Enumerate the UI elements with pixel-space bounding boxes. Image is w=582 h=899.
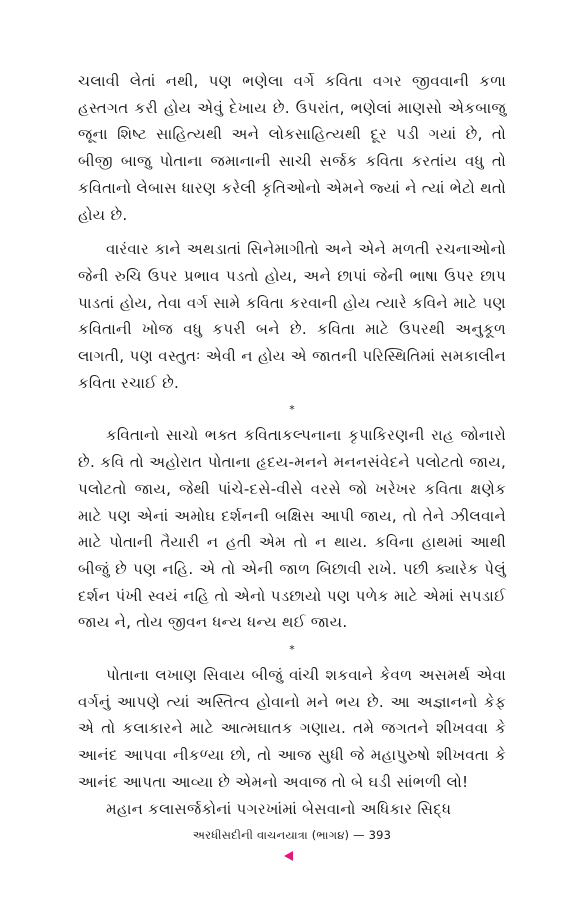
paragraph-1: ચલાવી લેતાં નથી, પણ ભણેલા વર્ગે કવિતા વગર જીવવાની કળા હસ્તગત કરી હોય એવું દેખાય છે. ઉપરાંત, ભણેલાં માણસો એકબાજુ જૂના શિષ્ટ સાહિત્યથી અને લોકસાહિત્યથી દૂર પડી ગયાં છે, તો બીજી બાજુ પોતાના જમાનાની સાચી સર્જક કવિતા કરતાંય વધુ તો કવિતાનો લેબાસ ધારણ કરેલી કૃતિઓનો એમને જ્યાં ને ત્યાં ભેટો થતો હોય છે. bbox=[78, 72, 506, 224]
section-separator-2: * bbox=[289, 643, 295, 657]
paragraph-5: મહાન કલાસર્જકોનાં પગરખાંમાં બેસવાનો અધિકાર સિદ્ધ bbox=[106, 799, 452, 818]
paragraph-4: પોતાના લખાણ સિવાય બીજું વાંચી શકવાને કેવળ અસમર્થ એવા વર્ગનું આપણે ત્યાં અસ્તિત્વ હોવાનો મને ભય છે. આ અજ્ઞાનનો કેફ એ તો કલાકારને માટે આત્મઘાતક ગણાય. તમે જગતને શીખવવા કે આનંદ આપવા નીકળ્યા છો, તો આજ સુધી જે મહાપુરુષો શીખવતા કે આનંદ આપતા આવ્યા છે એમનો અવાજ તો બે ઘડી સાંભળી લો! bbox=[78, 666, 506, 791]
paragraph-2: વારંવાર કાને અથડાતાં સિનેમાગીતો અને એને મળતી રચનાઓનો જેની રુચિ ઉપર પ્રભાવ પડતો હોય, અને છાપાં જેની ભાષા ઉપર છાપ પાડતાં હોય, તેવા વર્ગ સામે કવિતા કરવાની હોય ત્યારે કવિને માટે પણ કવિતાની ખોજ વધુ કપરી બને છે. કવિતા માટે ઉપરથી અનુકૂળ લાગતી, પણ વસ્તુતઃ એવી ન હોય એ જાતની પરિસ્થિતિમાં સમકાલીન કવિતા રચાઈ છે. bbox=[78, 240, 506, 392]
page-body bbox=[78, 68, 506, 822]
page-footer: અરધીસદીની વાચનયાત્રા (ભાગ૪) — 393 bbox=[192, 828, 392, 842]
back-arrow-icon[interactable] bbox=[284, 851, 293, 861]
paragraph-3: કવિતાનો સાચો ભક્ત કવિતાકલ્પનાના કૃપાકિરણની રાહ જોનારો છે. કવિ તો અહોરાત પોતાના હૃદય-મનને મનનસંવેદને પલોટતો જાય, પલોટતો જાય, જેથી પાંચે-દસે-વીસે વરસે જો ખરેખર કવિતા ક્ષણેક માટે પણ એનાં અમોઘ દર્શનની બક્ષિસ આપી જાય, તો તેને ઝીલવાને માટે પોતાની તૈયારી ન હતી એમ તો ન થાય. કવિના હાથમાં આથી બીજું છે પણ નહિ. એ તો એની જાળ બિછાવી રાખે. પછી ક્યારેક પેલું દર્શન પંખી સ્વયં નહિ તો એનો પડછાયો પણ પળેક માટે એમાં સપડાઈ જાય ને, તોય જીવન ધન્ય ધન્ય થઈ જાય. bbox=[78, 426, 506, 632]
section-separator-1: * bbox=[289, 403, 295, 417]
